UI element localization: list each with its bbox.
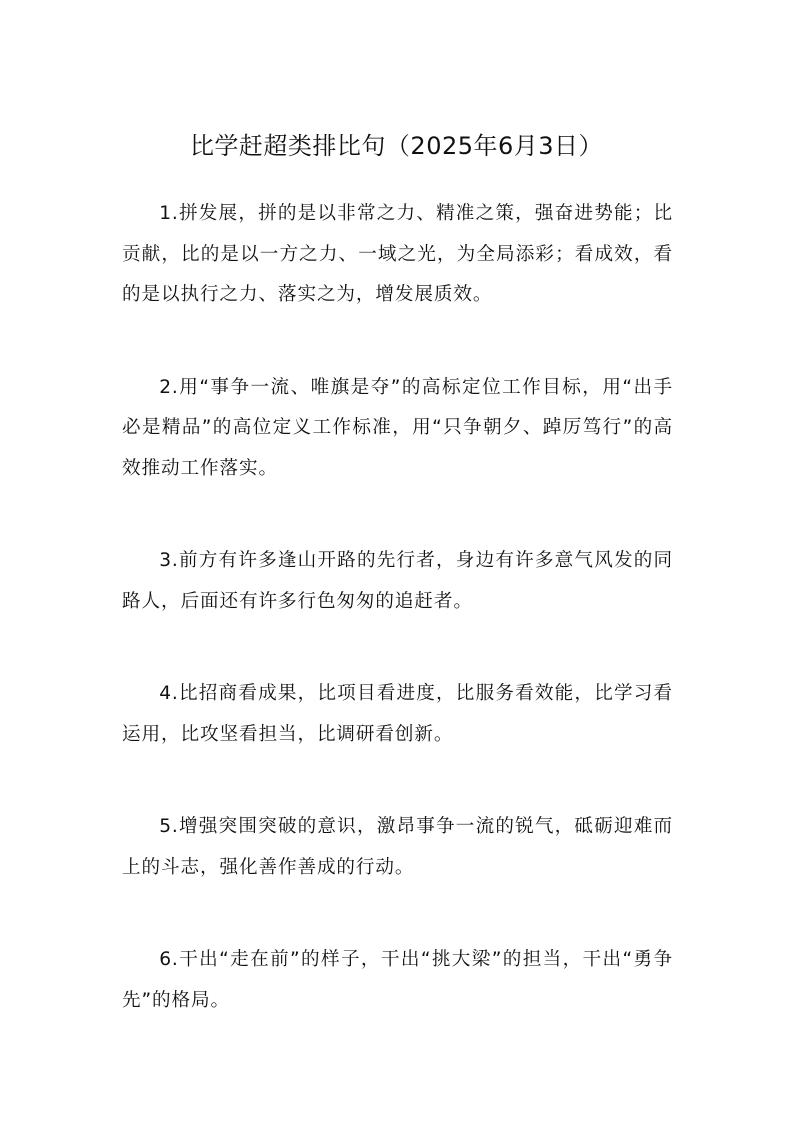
paragraph-6: 6.干出“走在前”的样子，干出“挑大梁”的担当，干出“勇争先”的格局。 xyxy=(122,949,673,1011)
paragraph-1: 1.拼发展，拼的是以非常之力、精准之策，强奋进势能；比贡献，比的是以一方之力、一域之光，为全局添彩；看成效，看的是以执行之力、落实之为，增发展质效。 xyxy=(122,203,673,305)
paragraph-2: 2.用“事争一流、唯旗是夺”的高标定位工作目标，用“出手必是精品”的高位定义工作标准，用“只争朝夕、踔厉笃行”的高效推动工作落实。 xyxy=(122,376,673,479)
paragraph-4: 4.比招商看成果，比项目看进度，比服务看效能，比学习看运用，比攻坚看担当，比调研看创新。 xyxy=(122,683,673,745)
paragraph-3: 3.前方有许多逢山开路的先行者，身边有许多意气风发的同路人，后面还有许多行色匆匆的追赶者。 xyxy=(122,550,673,612)
document-body xyxy=(122,194,673,1073)
document-title: 比学赶超类排比句（2025年6月3日） xyxy=(189,132,604,160)
paragraph-5: 5.增强突围突破的意识，激昂事争一流的锐气，砥砺迎难而上的斗志，强化善作善成的行动。 xyxy=(122,816,673,878)
